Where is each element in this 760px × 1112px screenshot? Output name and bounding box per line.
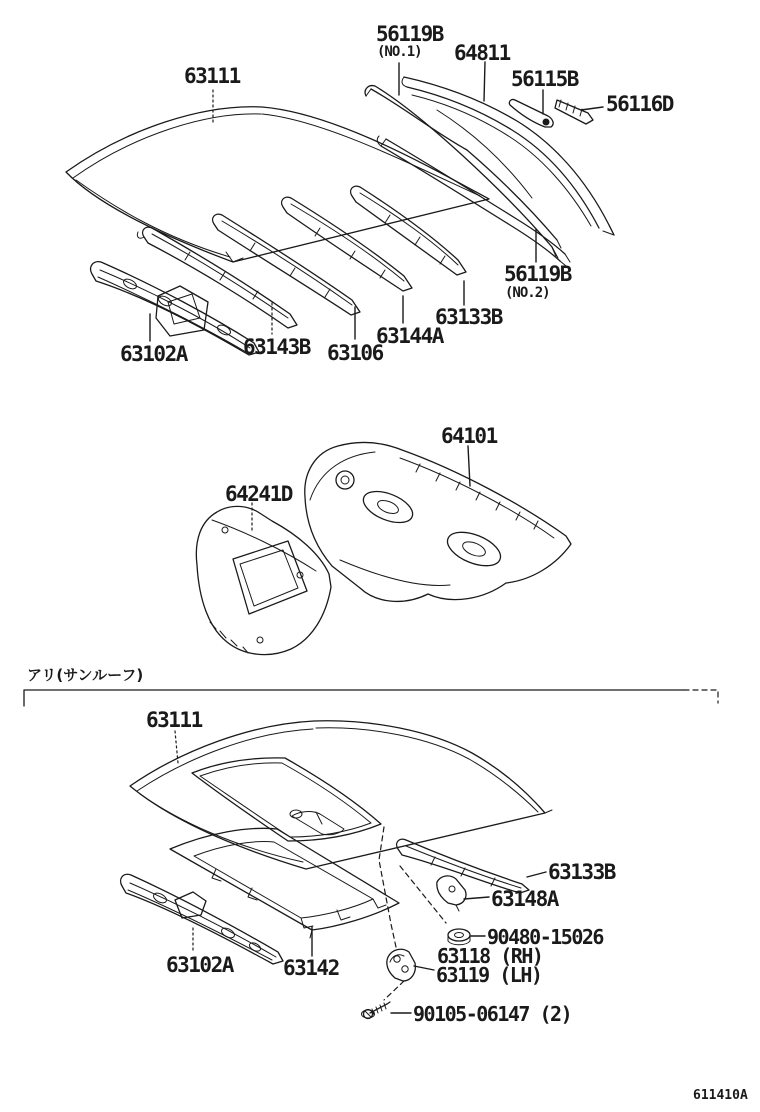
roof-bow-63143b-drawing — [137, 227, 297, 328]
part-label-63118-rh: 63118 (RH) — [437, 944, 543, 968]
part-label-63148a-bracket: 63148A — [491, 887, 558, 911]
roof-bow-63106-drawing — [213, 214, 360, 315]
back-glass-drawing — [402, 77, 614, 235]
roof-bracket-63118-63119-drawing — [387, 949, 416, 981]
part-label-64241d-upper-back-panel: 64241D — [225, 482, 292, 506]
bow-bracket-63148a-drawing — [437, 876, 466, 911]
package-tray-assembly — [196, 443, 571, 655]
screw-90105-drawing — [362, 1002, 391, 1019]
sunroof-header-63102a-drawing — [121, 874, 283, 964]
part-label-63133b-bow: 63133B — [435, 305, 502, 329]
part-label-56115b-clip: 56115B — [511, 67, 578, 91]
section-note-with-sunroof: アリ(サンルーフ) — [27, 666, 144, 684]
part-label-56119b-no2: 56119B — [504, 262, 571, 286]
part-label-63106-bow: 63106 — [327, 341, 383, 365]
roof-bow-63133b-drawing — [351, 186, 466, 275]
part-label-64811-back-glass: 64811 — [454, 41, 510, 65]
roof-bow-63144a-drawing — [282, 197, 412, 291]
part-label-no1-note: (NO.1) — [377, 44, 422, 60]
nut-90480-drawing — [448, 929, 470, 945]
part-label-63119-lh: 63119 (LH) — [436, 963, 542, 987]
sunroof-assembly — [24, 690, 718, 1019]
roof-header-63102a-drawing — [91, 262, 259, 355]
part-label-63144a-bow: 63144A — [376, 324, 443, 348]
sunroof-bow-63133b-drawing — [397, 839, 529, 893]
sunroof-roof-panel-drawing — [130, 721, 552, 869]
clip-56115b-drawing — [509, 99, 553, 127]
part-label-63111-sunroof-panel: 63111 — [146, 708, 202, 732]
part-label-63102a-header: 63102A — [120, 342, 187, 366]
part-label-56119b-no1: 56119B — [376, 22, 443, 46]
section-bracket — [24, 690, 718, 706]
part-label-90480-nut: 90480-15026 — [487, 925, 603, 949]
figure-code: 611410A — [693, 1088, 748, 1103]
part-label-90105-screw: 90105-06147 (2) — [413, 1002, 572, 1026]
roof-panel-drawing — [66, 107, 489, 262]
part-label-63143b-bow: 63143B — [243, 335, 310, 359]
part-label-63133b-sunroof-bow: 63133B — [548, 860, 615, 884]
sunroof-housing-63142-drawing — [170, 828, 399, 938]
part-label-63111-roof-panel: 63111 — [184, 64, 240, 88]
part-label-63142-housing: 63142 — [283, 956, 339, 980]
part-label-63102a-sunroof-header: 63102A — [166, 953, 233, 977]
part-label-no2-note: (NO.2) — [505, 285, 550, 301]
part-label-56116d-clip: 56116D — [606, 92, 673, 116]
clip-56116d-drawing — [555, 100, 593, 124]
top-roof-assembly — [66, 77, 614, 355]
part-label-64101-package-tray: 64101 — [441, 424, 497, 448]
package-tray-64101-drawing — [305, 443, 571, 602]
